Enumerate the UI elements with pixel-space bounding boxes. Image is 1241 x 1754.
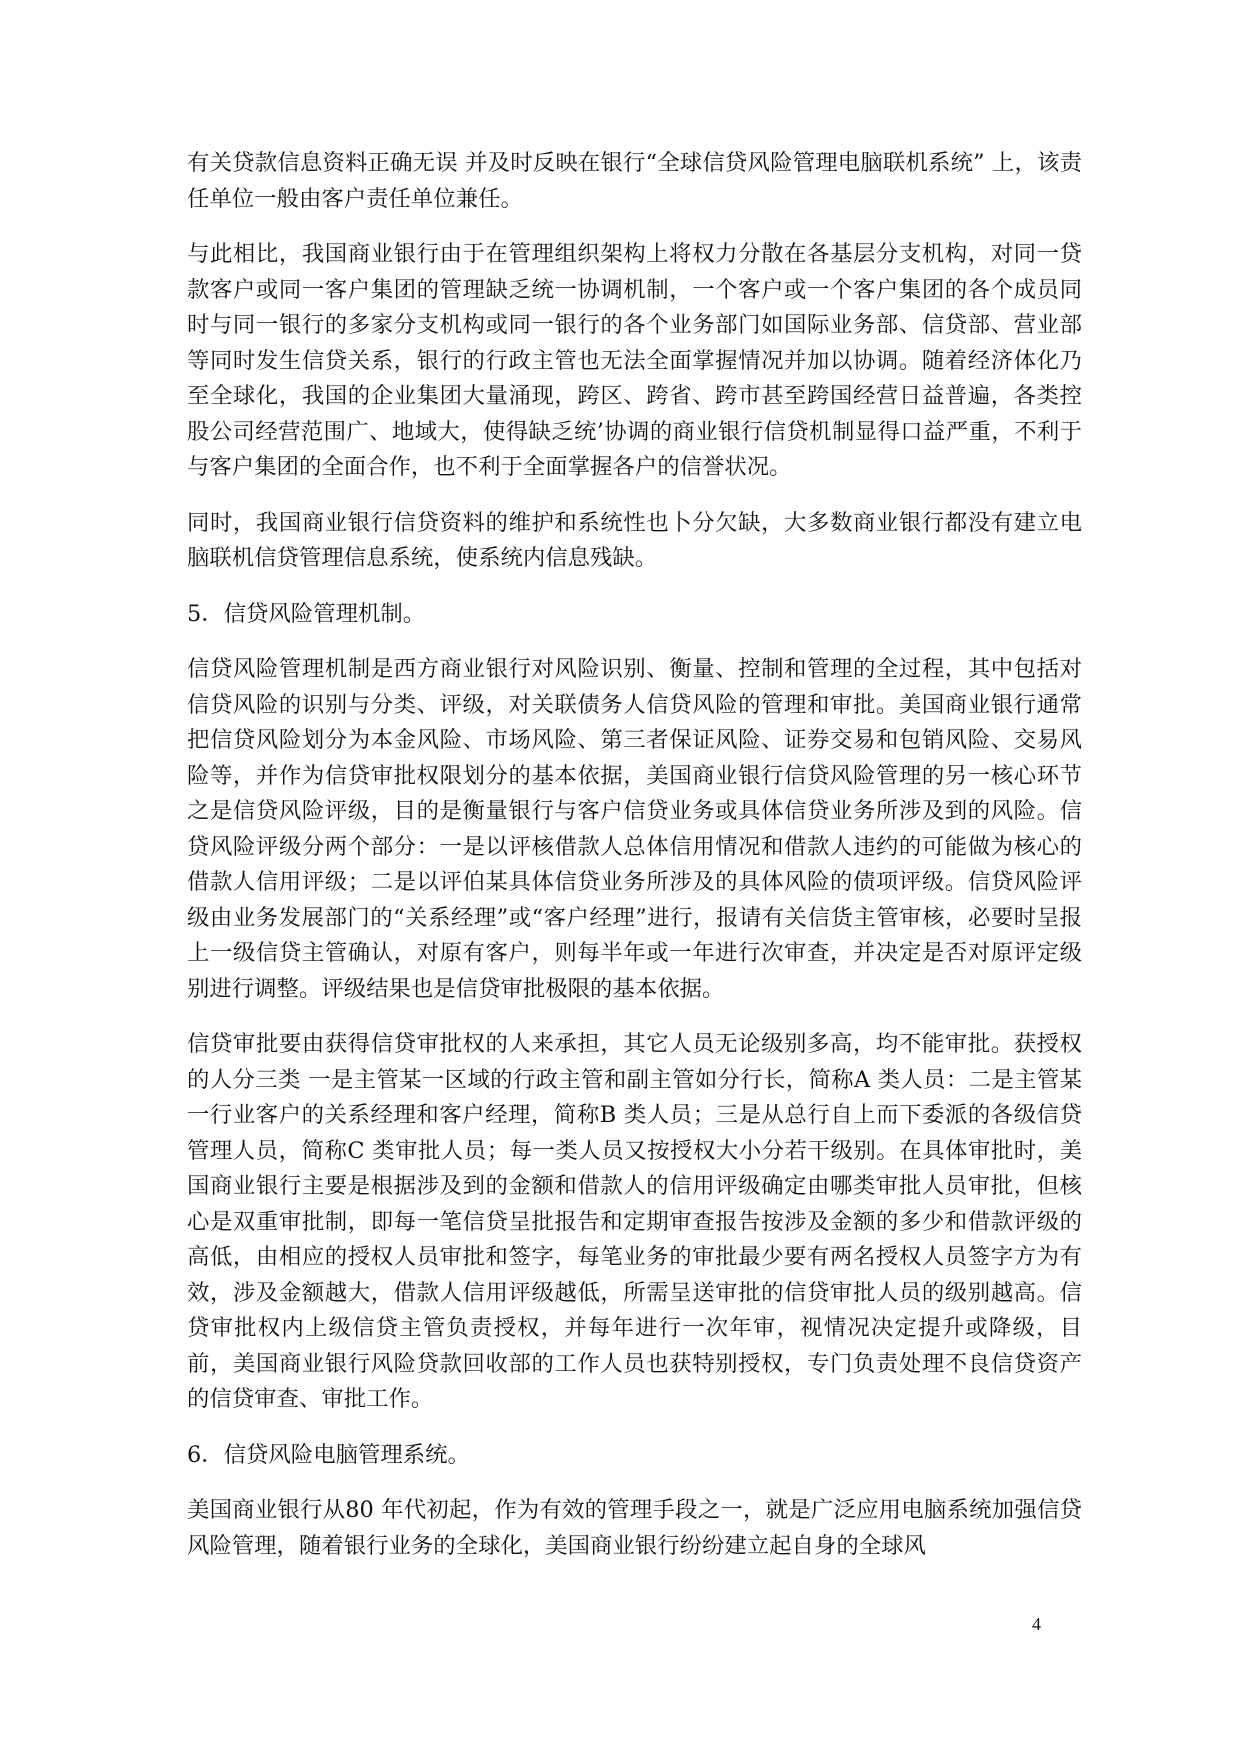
document-body [187, 146, 1082, 1584]
section-heading-5: 5．信贷风险管理机制。 [187, 600, 426, 627]
section-heading-6: 6．信贷风险电脑管理系统。 [187, 1441, 470, 1468]
page-number: 4 [1032, 1614, 1041, 1634]
paragraph-loan-info-continued: 有关贷款信息资料正确无误 并及时反映在银行“全球信贷风险管理电脑联机系统” 上，该责任单位一般由客户责任单位兼任。 [187, 150, 1082, 212]
paragraph-credit-data-maintenance: 同时，我国商业银行信贷资料的维护和系统性也卜分欠缺，大多数商业银行都没有建立电脑联机信贷管理信息系统，使系统内信息残缺。 [187, 509, 1082, 571]
paragraph-risk-mechanism: 信贷风险管理机制是西方商业银行对风险识别、衡量、控制和管理的全过程，其中包括对信贷风险的识别与分类、评级，对关联债务人信贷风险的管理和审批。美国商业银行通常把信贷风险划分为本金风险、市场风险、第三者保证风险、证券交易和包销风险、交易风险等，并作为信贷审批权限划分的基本依据，美国商业银行信贷风险管理的另一核心环节之是信贷风险评级，目的是衡量银行与客户信贷业务或具体信贷业务所涉及到的风险。信贷风险评级分两个部分：一是以评核借款人总体信用情况和借款人违约的可能做为核心的借款人信用评级；二是以评伯某具体信贷业务所涉及的具体风险的债项评级。信贷风险评级由业务发展部门的“关系经理”或“客户经理”进行，报请有关信货主管审核，必要时呈报上一级信贷主管确认，对原有客户，则每半年或一年进行次审查，并决定是否对原评定级别进行调整。评级结果也是信贷审批极限的基本依据。 [187, 656, 1082, 1002]
paragraph-credit-approval: 信贷审批要由获得信贷审批权的人来承担，其它人员无论级别多高，均不能审批。获授权的人分三类 一是主管某一区域的行政主管和副主管如分行长，简称A 类人员：二是主管某一行业客户的关系经理和客户经理，简称B 类人员；三是从总行自上而下委派的各级信贷管理人员，简称C 类审批人员；每一类人员又按授权大小分若干级别。在具体审批时，美国商业银行主要是根据涉及到的金额和借款人的信用评级确定由哪类审批人员审批，但核心是双重审批制，即每一笔信贷呈批报告和定期审查报告按涉及金额的多少和借款评级的高低，由相应的授权人员审批和签字，每笔业务的审批最少要有两名授权人员签字方为有效，涉及金额越大，借款人信用评级越低，所需呈送审批的信贷审批人员的级别越高。信贷审批权内上级信贷主管负责授权，并每年进行一次年审，视情况决定提升或降级，目前，美国商业银行风险贷款回收部的工作人员也获特别授权，专门负责处理不良信贷资产的信贷审查、审批工作。 [187, 1031, 1082, 1412]
paragraph-computer-system: 美国商业银行从80 年代初起，作为有效的管理手段之一，就是广泛应用电脑系统加强信贷风险管理，随着银行业务的全球化，美国商业银行纷纷建立起自身的全球风 [187, 1497, 1082, 1559]
paragraph-domestic-comparison: 与此相比，我国商业银行由于在管理组织架构上将权力分散在各基层分支机构，对同一贷款客户或同一客户集团的管理缺乏统一协调机制，一个客户或一个客户集团的各个成员同时与同一银行的多家分支机构或同一银行的各个业务部门如国际业务部、信贷部、营业部等同时发生信贷关系，银行的行政主管也无法全面掌握情况并加以协调。随着经济体化乃至全球化，我国的企业集团大量涌现，跨区、跨省、跨市甚至跨国经营日益普遍，各类控股公司经营范围广、地域大，使得缺乏统’协调的商业银行信贷机制显得口益严重，不利于与客户集团的全面合作，也不利于全面掌握各户的信誉状况。 [187, 241, 1082, 480]
